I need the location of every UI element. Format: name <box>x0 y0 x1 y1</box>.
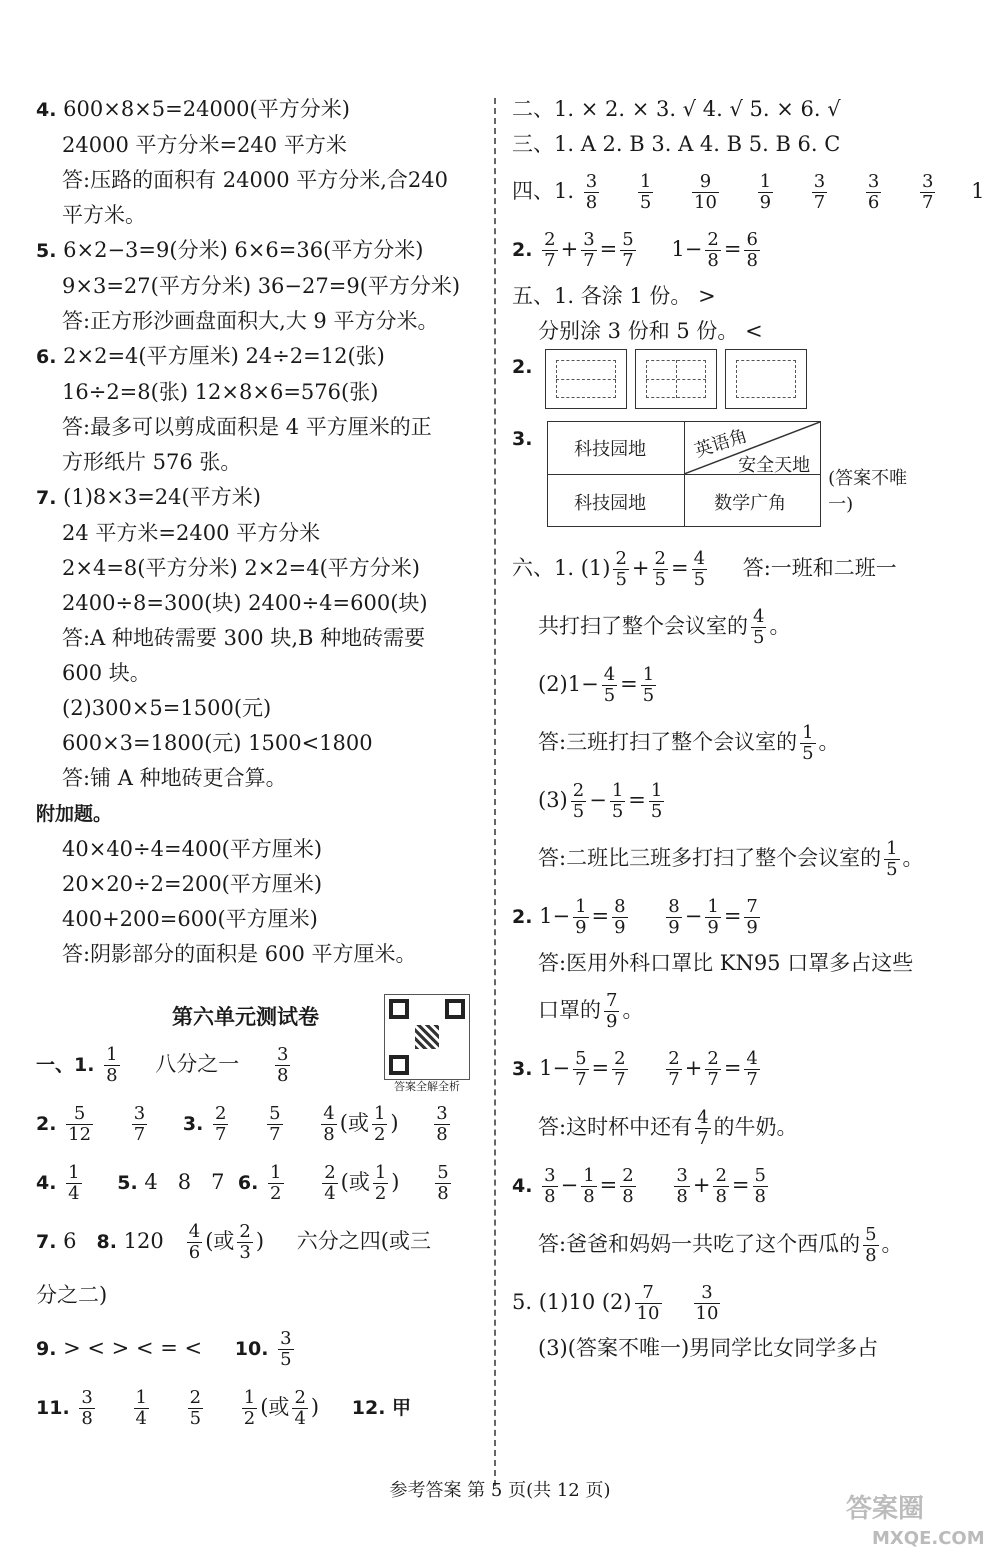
left-line: 答:最多可以剪成面积是 4 平方厘米的正 <box>62 415 432 439</box>
left-line: 400+200=600(平方厘米) <box>62 907 318 931</box>
left-line: 答:压路的面积有 24000 平方分米,合240 <box>62 168 448 192</box>
left-line: 平方米。 <box>62 203 146 227</box>
unit-q1: 一、1. $\frac{1}{8}$ 八分之一 $\frac{3}{8}$ <box>36 1044 289 1086</box>
left-line: 2×4=8(平方分米) 2×2=4(平方分米) <box>62 556 420 580</box>
left-line: 答:铺 A 种地砖更合算。 <box>62 766 287 790</box>
left-column <box>36 92 486 972</box>
left-line: 600×3=1800(元) 1500<1800 <box>62 731 373 755</box>
six-5-3: (3)(答案不唯一)男同学比女同学多占 <box>538 1336 879 1360</box>
six-1-3b: 答:二班比三班多打扫了整个会议室的 $\frac{1}{5}$ 。 <box>538 838 924 880</box>
unit-title: 第六单元测试卷 <box>172 1005 319 1029</box>
left-line: 4. 600×8×5=24000(平方分米) <box>36 97 350 121</box>
left-line: 6. 2×2=4(平方厘米) 24÷2=12(张) <box>36 344 385 368</box>
right-column <box>512 92 985 1366</box>
qr-label: 答案全解全析 <box>394 1080 460 1093</box>
left-line: 方形纸片 576 张。 <box>62 450 242 474</box>
six-5: 5. (1)10 (2) $\frac{7}{10}$ $\frac{3}{10}$ <box>512 1282 719 1324</box>
unit-q2: 2. $\frac{5}{12}$ $\frac{3}{7}$ 3. $\frac{2}{7}$ $\frac{5}{7}$ $\frac{4}{8}$ (或 $\frac{1}{2}$ ) $\frac{3}{8}$ <box>36 1103 448 1145</box>
six-1-2: (2)1− $\frac{4}{5}$ = $\frac{1}{5}$ <box>538 664 655 706</box>
left-line: 40×40÷4=400(平方厘米) <box>62 837 323 861</box>
left-line: 20×20÷2=200(平方厘米) <box>62 872 323 896</box>
watermark-url: MXQE.COM <box>872 1528 985 1549</box>
left-line: 答:A 种地砖需要 300 块,B 种地砖需要 <box>62 626 426 650</box>
watermark-logo: 答案圈 <box>846 1494 925 1524</box>
left-line: 600 块。 <box>62 661 151 685</box>
section-five-2: 2. <box>512 349 972 421</box>
left-line: 5. 6×2−3=9(分米) 6×6=36(平方分米) <box>36 238 424 262</box>
six-3-ans: 答:这时杯中还有 $\frac{4}{7}$ 的牛奶。 <box>538 1107 798 1149</box>
left-line: 24 平方米=2400 平方分米 <box>62 521 321 545</box>
six-4-ans: 答:爸爸和妈妈一共吃了这个西瓜的 $\frac{5}{8}$ 。 <box>538 1224 903 1266</box>
left-line: 7. (1)8×3=24(平方米) <box>36 485 261 509</box>
section-five-1b: 分别涂 3 份和 5 份。 < <box>538 319 763 343</box>
section-five-3: 3. 科技园地 英语角 安全天地 科技园地 数学广角 (答案不唯一) <box>512 421 972 539</box>
campus-layout-table: 科技园地 英语角 安全天地 科技园地 数学广角 (答案不唯一) <box>547 421 821 527</box>
section-four-1: 四、1. $\frac{3}{8}$ $\frac{1}{5}$ $\frac{9}{10}$ $\frac{1}{9}$ $\frac{3}{7}$ $\frac{3}{6}$ $\frac{3}{7}$ 1 <box>512 171 985 213</box>
left-line: 9×3=27(平方分米) 36−27=9(平方分米) <box>62 274 461 298</box>
left-line: 答:阴影部分的面积是 600 平方厘米。 <box>62 942 417 966</box>
fraction: $\frac{3}{8}$ <box>276 1044 289 1086</box>
section-four-2: 2. $\frac{2}{7}$ + $\frac{3}{7}$ = $\frac{5}{7}$ 1− $\frac{2}{8}$ = $\frac{6}{8}$ <box>512 229 758 271</box>
unit-six-section <box>36 1000 486 1437</box>
left-line: 16÷2=8(张) 12×8×6=576(张) <box>62 380 379 404</box>
six-2: 2. 1− $\frac{1}{9}$ = $\frac{8}{9}$ $\frac{8}{9}$ − $\frac{1}{9}$ = $\frac{7}{9}$ <box>512 896 758 938</box>
column-divider <box>494 98 496 1486</box>
six-3: 3. 1− $\frac{5}{7}$ = $\frac{2}{7}$ $\frac{2}{7}$ + $\frac{2}{7}$ = $\frac{4}{7}$ <box>512 1048 758 1090</box>
unit-q4: 4. $\frac{1}{4}$ 5. 4 8 7 6. $\frac{1}{2}$ $\frac{2}{4}$ (或 $\frac{1}{2}$ ) $\frac{5}{8}$ <box>36 1162 449 1204</box>
six-1-1b: 共打扫了整个会议室的 $\frac{4}{5}$ 。 <box>538 606 791 648</box>
section-three: 三、1. A 2. B 3. A 4. B 5. B 6. C <box>512 132 841 156</box>
section-two: 二、1. × 2. × 3. √ 4. √ 5. × 6. √ <box>512 97 841 121</box>
six-1-2b: 答:三班打扫了整个会议室的 $\frac{1}{5}$ 。 <box>538 722 840 764</box>
left-line: (2)300×5=1500(元) <box>62 696 272 720</box>
six-4: 4. $\frac{3}{8}$ − $\frac{1}{8}$ = $\frac{2}{8}$ $\frac{3}{8}$ + $\frac{2}{8}$ = $\frac{5}{8}$ <box>512 1165 766 1207</box>
section-five-1: 五、1. 各涂 1 份。 > <box>512 284 716 308</box>
unit-q11: 11. $\frac{3}{8}$ $\frac{1}{4}$ $\frac{2}{5}$ $\frac{1}{2}$ (或 $\frac{2}{4}$ ) 12. 甲 <box>36 1387 412 1429</box>
six-2-ans: 答:医用外科口罩比 KN95 口罩多占这些 <box>538 951 914 975</box>
shaded-figures <box>545 349 807 409</box>
six-2-ans-b: 口罩的 $\frac{7}{9}$ 。 <box>538 990 644 1032</box>
unit-q7-cont: 分之二) <box>36 1283 108 1307</box>
unit-q7: 7. 6 8. 120 $\frac{4}{6}$ (或 $\frac{2}{3}$ ) 六分之四(或三 <box>36 1221 431 1263</box>
six-1-1: 六、1. (1) $\frac{2}{5}$ + $\frac{2}{5}$ = $\frac{4}{5}$ 答:一班和二班一 <box>512 548 897 590</box>
left-line: 附加题。 <box>36 803 113 825</box>
left-line: 答:正方形沙画盘面积大,大 9 平方分米。 <box>62 309 439 333</box>
left-line: 24000 平方分米=240 平方米 <box>62 133 347 157</box>
unit-q9: 9. > < > < = < 10. $\frac{3}{5}$ <box>36 1328 292 1370</box>
page-footer: 参考答案 第 5 页(共 12 页) <box>389 1480 611 1501</box>
six-1-3: (3) $\frac{2}{5}$ − $\frac{1}{5}$ = $\frac{1}{5}$ <box>538 780 663 822</box>
left-line: 2400÷8=300(块) 2400÷4=600(块) <box>62 591 428 615</box>
fraction: $\frac{1}{8}$ <box>106 1044 118 1086</box>
